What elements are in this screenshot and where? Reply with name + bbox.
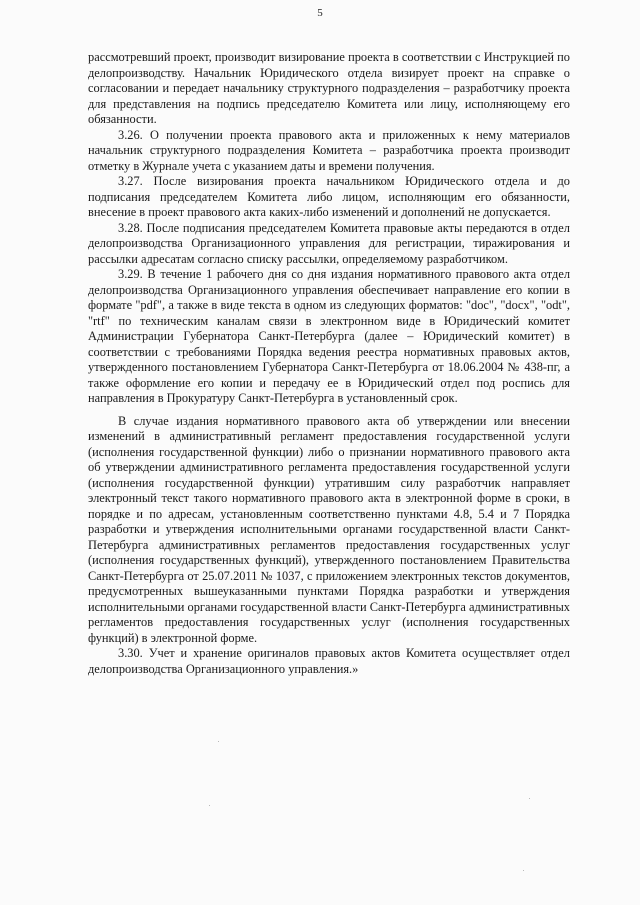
paragraph-3-28: 3.28. После подписания председателем Комитета правовые акты передаются в отдел делопроизводства Организационного управления для регистрации, тиражирования и рассылки адресатам согласно списку рассылки, определяемому разработчиком. bbox=[88, 220, 570, 266]
scan-speck bbox=[209, 805, 210, 806]
paragraph-3-29-continued: В случае издания нормативного правового акта об утверждении или внесении изменений в административный регламент предоставления государственной услуги (исполнения государственной функции) либо о признании нормативного правового акта об утверждении административного регламента предоставления государственной услуги (исполнения государственной функции) утратившим силу разработчик направляет электронный текст такого нормативного правового акта в электронной форме в сроки, в порядке и по адресам, установленным соответственно пунктами 4.8, 5.4 и 7 Порядка разработки и утверждения исполнительными органами государственной власти Санкт-Петербурга административных регламентов предоставления государственных услуг (исполнения государственных функций), утвержденного постановлением Правительства Санкт-Петербурга от 25.07.2011 № 1037, с приложением электронных текстов документов, предусмотренных вышеуказанными пунктами Порядка разработки и утверждения исполнительными органами государственной власти Санкт-Петербурга административных регламентов предоставления государственных услуг (исполнения государственных функций) в электронной форме. bbox=[88, 413, 570, 645]
scan-speck bbox=[218, 741, 219, 742]
document-body bbox=[88, 50, 570, 677]
page-number: 5 bbox=[317, 7, 323, 19]
scan-speck bbox=[529, 798, 530, 799]
paragraph-3-26: 3.26. О получении проекта правового акта и приложенных к нему материалов начальник структурного подразделения Комитета – разработчика проекта производит отметку в Журнале учета с указанием даты и времени получения. bbox=[88, 127, 570, 173]
scan-speck bbox=[523, 870, 524, 871]
paragraph-3-30: 3.30. Учет и хранение оригиналов правовых актов Комитета осуществляет отдел делопроизводства Организационного управления.» bbox=[88, 646, 570, 676]
paragraph-continuation: рассмотревший проект, производит визирование проекта в соответствии с Инструкцией по делопроизводству. Начальник Юридического отдела визирует проект на справке о согласовании и передает начальнику структурного подразделения – разработчику проекта для представления на подпись председателю Комитета или лицу, исполняющему его обязанности. bbox=[88, 50, 570, 126]
paragraph-3-27: 3.27. После визирования проекта начальником Юридического отдела и до подписания председателем Комитета либо лицом, исполняющим его обязанности, внесение в проект правового акта каких-либо изменений и дополнений не допускается. bbox=[88, 174, 570, 219]
paragraph-3-29: 3.29. В течение 1 рабочего дня со дня издания нормативного правового акта отдел делопроизводства Организационного управления обеспечивает направление его копии в формате "pdf", а также в виде текста в одном из следующих форматов: "doc", "docx", "odt", "rtf" по техническим каналам связи в электронном виде в Юридический комитет Администрации Губернатора Санкт-Петербурга (далее – Юридический комитет) в соответствии с требованиями Порядка ведения реестра нормативных правовых актов, утвержденного постановлением Губернатора Санкт-Петербурга от 18.06.2004 № 438-пг, а также оформление его копии и передачу ее в Юридический отдел под роспись для направления в Прокуратуру Санкт-Петербурга в установленный срок. bbox=[88, 267, 570, 405]
